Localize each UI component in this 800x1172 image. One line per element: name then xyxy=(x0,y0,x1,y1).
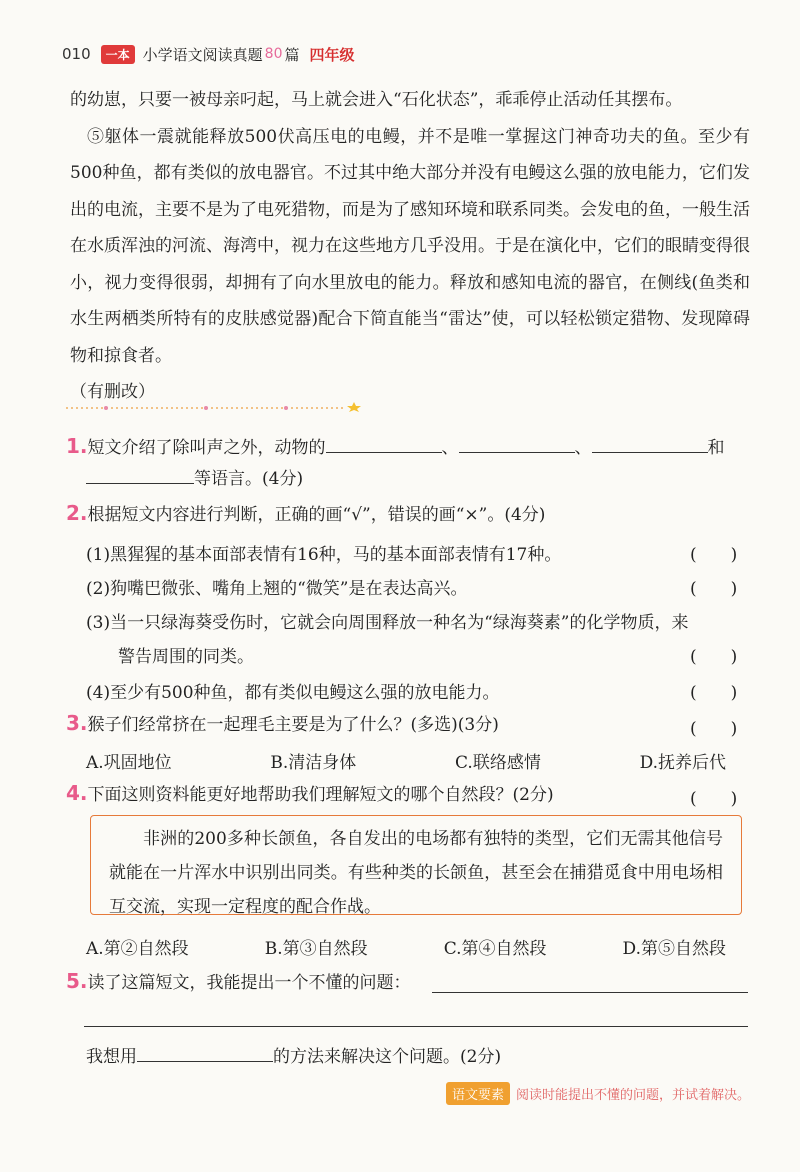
answer-paren[interactable]: ( ) xyxy=(690,647,738,667)
judge-item-3-cont: 警告周围的同类。 xyxy=(118,647,254,667)
question-text: 猴子们经常挤在一起理毛主要是为了什么？(多选)(3分) xyxy=(87,715,499,735)
answer-paren[interactable]: ( ) xyxy=(690,719,738,739)
option-d[interactable]: D.第⑤自然段 xyxy=(622,939,726,959)
question-number: 3. xyxy=(66,711,88,735)
option-b[interactable]: B.第③自然段 xyxy=(264,939,368,959)
paragraph-continued: 的幼崽，只要一被母亲叼起，马上就会进入“石化状态”，乖乖停止活动任其摆布。 xyxy=(70,90,683,110)
option-c[interactable]: C.联络感情 xyxy=(455,753,541,773)
answer-paren[interactable]: ( ) xyxy=(690,683,738,703)
answer-paren[interactable]: ( ) xyxy=(690,789,738,809)
answer-line-1[interactable] xyxy=(432,992,748,993)
star-icon xyxy=(347,402,361,412)
question-text: 读了这篇短文，我能提出一个不懂的问题： xyxy=(87,973,411,993)
q5-method xyxy=(86,1042,501,1067)
question-1-cont xyxy=(86,464,772,489)
grade-label: 四年级 xyxy=(309,45,355,64)
question-1 xyxy=(66,430,752,464)
judge-item-3: (3)当一只绿海葵受伤时，它就会向周围释放一种名为“绿海葵素”的化学物质，来 xyxy=(86,613,689,633)
option-a[interactable]: A.巩固地位 xyxy=(86,753,172,773)
brand-badge: 一本 xyxy=(101,45,135,64)
tip-label: 语文要素 xyxy=(446,1082,510,1105)
book-unit: 篇 xyxy=(284,45,300,64)
separator: 、 xyxy=(441,438,459,458)
answer-blank-1[interactable] xyxy=(326,434,442,453)
answer-blank-method[interactable] xyxy=(137,1043,273,1062)
separator: 、 xyxy=(574,438,592,458)
tip-bar xyxy=(446,1082,750,1105)
and-word: 和 xyxy=(707,438,725,458)
tip-text: 阅读时能提出不懂的问题，并试着解决。 xyxy=(515,1088,750,1103)
question-text: 的方法来解决这个问题。(2分) xyxy=(273,1047,502,1067)
question-number: 1. xyxy=(66,434,88,458)
question-number: 4. xyxy=(66,781,88,805)
q3-options xyxy=(86,748,726,773)
question-4 xyxy=(66,780,752,805)
question-number: 2. xyxy=(66,501,88,525)
reading-passage xyxy=(70,82,750,411)
answer-line-2[interactable] xyxy=(84,1026,748,1027)
q4-options xyxy=(86,934,726,959)
material-text: 非洲的200多种长颌鱼，各自发出的电场都有独特的类型，它们无需其他信号就能在一片浑水中识别出同类。有些种类的长颌鱼，甚至会在捕猎觅食中用电场相互交流，实现一定程度的配合作战。 xyxy=(109,829,723,917)
page-header xyxy=(62,40,355,68)
answer-blank-3[interactable] xyxy=(592,434,708,453)
answer-paren[interactable]: ( ) xyxy=(690,545,738,565)
paragraph-5: ⑤躯体一震就能释放500伏高压电的电鳗，并不是唯一掌握这门神奇功夫的鱼。至少有500种鱼，都有类似的放电器官。不过其中绝大部分并没有电鳗这么强的放电能力，它们发出的电流，主要不是为了电死猎物，而是为了感知环境和联系同类。会发电的鱼，一般生活在水质浑浊的河流、海湾中，视力在这些地方几乎没用。于是在演化中，它们的眼睛变得很小，视力变得很弱，却拥有了向水里放电的能力。释放和感知电流的器官，在侧线(鱼类和水生两栖类所特有的皮肤感觉器)配合下简直能当“雷达”使，可以轻松锁定猎物、发现障碍物和掠食者。 xyxy=(70,126,750,366)
question-text: 根据短文内容进行判断，正确的画“√”，错误的画“×”。(4分) xyxy=(87,505,546,525)
judge-item-2: (2)狗嘴巴微张、嘴角上翘的“微笑”是在表达高兴。 xyxy=(86,579,468,599)
question-text: 短文介绍了除叫声之外，动物的 xyxy=(87,438,326,458)
option-b[interactable]: B.清洁身体 xyxy=(270,753,357,773)
option-d[interactable]: D.抚养后代 xyxy=(639,753,726,773)
question-text: 我想用 xyxy=(86,1047,137,1067)
option-a[interactable]: A.第②自然段 xyxy=(86,939,189,959)
option-c[interactable]: C.第④自然段 xyxy=(443,939,547,959)
dotted-divider xyxy=(66,402,362,412)
question-text: 下面这则资料能更好地帮助我们理解短文的哪个自然段？(2分) xyxy=(87,785,554,805)
material-box xyxy=(90,815,742,915)
source-note: （有删改） xyxy=(70,382,155,402)
answer-blank-2[interactable] xyxy=(459,434,575,453)
question-number: 5. xyxy=(66,969,88,993)
question-3 xyxy=(66,710,752,735)
question-text: 等语言。(4分) xyxy=(194,469,304,489)
judge-item-4: (4)至少有500种鱼，都有类似电鳗这么强的放电能力。 xyxy=(86,683,500,703)
answer-blank-4[interactable] xyxy=(86,465,194,484)
question-5 xyxy=(66,968,752,993)
book-count: 80 xyxy=(264,46,283,62)
answer-paren[interactable]: ( ) xyxy=(690,579,738,599)
book-title: 小学语文阅读真题 xyxy=(142,45,263,64)
page-number: 010 xyxy=(62,45,91,63)
question-2 xyxy=(66,500,752,525)
judge-item-1: (1)黑猩猩的基本面部表情有16种，马的基本面部表情有17种。 xyxy=(86,545,562,565)
